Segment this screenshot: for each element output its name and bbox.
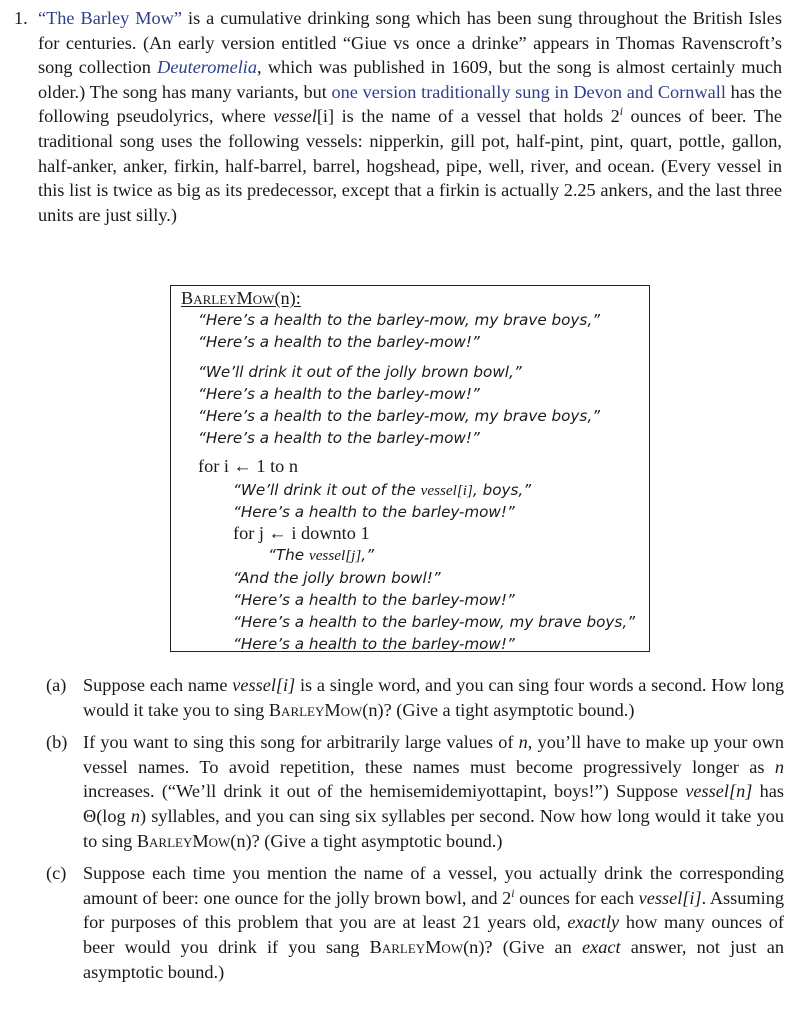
problem-intro: “The Barley Mow” is a cumulative drinking song which has been sung throughout the British Isles for centuries. (An early version entitled “Giue vs once a drinke” appears in Thomas Ravenscroft’s song collection Deuteromelia, which was published in 1609, but the song is almost certainly much older.) The song has many variants, but one version traditionally sung in Devon and Cornwall has the following pseudolyrics, where vessel[i] is the name of a vessel that holds 2$^i$ ounces of beer. The traditional song uses the following vessels: nipperkin, gill pot, half-pint, pint, quart, pottle, gallon, half-anker, anker, firkin, half-barrel, barrel, hogshead, pipe, well, river, and ocean. (Every vessel in this list is twice as big as its predecessor, except that a firkin is actually 2.25 ankers, and the last three units are just silly.) xyxy=(38,8,783,225)
lyric-line: “Here’s a health to the barley-mow!” xyxy=(198,429,480,447)
part-label: (a) xyxy=(46,675,67,695)
lyric-line: “Here’s a health to the barley-mow!” xyxy=(233,503,515,521)
subproblems xyxy=(46,673,784,992)
part-c-text: Suppose each time you mention the name of a vessel, you actually drink the corresponding amount of beer: one ounce for the jolly brown bowl, and 2$^i$ ounces for each vessel[i]. Assuming for purposes of this problem that you are at least 21 years old, exactly how many ounces of beer would you drink if you sang BarleyMow(n)? (Give an exact answer, not just an asymptotic bound.) xyxy=(83,863,785,982)
part-b-text: If you want to sing this song for arbitrarily large values of n, you’ll have to make up your own vessel names. To avoid repetition, these names must become progressively longer as n increases. (“We’ll drink it out of the hemisemidemiyottapint, boys!”) Suppose vessel[n] has Θ(log n) syllables, and you can sing six syllables per second. Now how long would it take you to sing BarleyMow(n)? (Give a tight asymptotic bound.) xyxy=(83,732,784,851)
problem-1 xyxy=(14,6,782,227)
part-a xyxy=(46,673,784,722)
algorithm-box xyxy=(170,285,650,652)
deuteromelia-link[interactable]: Deuteromelia xyxy=(157,57,257,78)
part-b xyxy=(46,730,784,853)
for-i-loop: for i ← 1 to n xyxy=(198,456,299,476)
part-a-text: Suppose each name vessel[i] is a single word, and you can sing four words a second. How long would it take you to sing BarleyMow(n)? (Give a tight asymptotic bound.) xyxy=(83,675,784,720)
lyric-line: “We’ll drink it out of the jolly brown bowl,” xyxy=(198,363,522,381)
devon-cornwall-link[interactable]: one version traditionally sung in Devon and Cornwall xyxy=(331,81,726,102)
part-label: (b) xyxy=(46,732,68,753)
lyric-line: “The vessel[j],” xyxy=(268,546,374,564)
lyric-line: “Here’s a health to the barley-mow!” xyxy=(233,635,515,653)
lyric-line: “Here’s a health to the barley-mow, my brave boys,” xyxy=(198,311,601,329)
lyric-line: “And the jolly brown bowl!” xyxy=(233,569,441,587)
lyric-line: “Here’s a health to the barley-mow, my brave boys,” xyxy=(198,407,601,425)
for-j-loop: for j ← i downto 1 xyxy=(233,523,370,543)
lyric-line: “We’ll drink it out of the vessel[i], boys,” xyxy=(233,481,532,499)
lyric-line: “Here’s a health to the barley-mow!” xyxy=(198,385,480,403)
barley-mow-link[interactable]: “The Barley Mow” xyxy=(38,8,182,28)
lyric-line: “Here’s a health to the barley-mow, my brave boys,” xyxy=(233,613,636,631)
part-label: (c) xyxy=(46,863,67,884)
algorithm-header: BarleyMow(n): xyxy=(181,288,301,308)
lyric-line: “Here’s a health to the barley-mow!” xyxy=(198,333,480,351)
problem-number: 1. xyxy=(14,8,28,28)
part-c xyxy=(46,861,784,984)
lyric-line: “Here’s a health to the barley-mow!” xyxy=(233,591,515,609)
